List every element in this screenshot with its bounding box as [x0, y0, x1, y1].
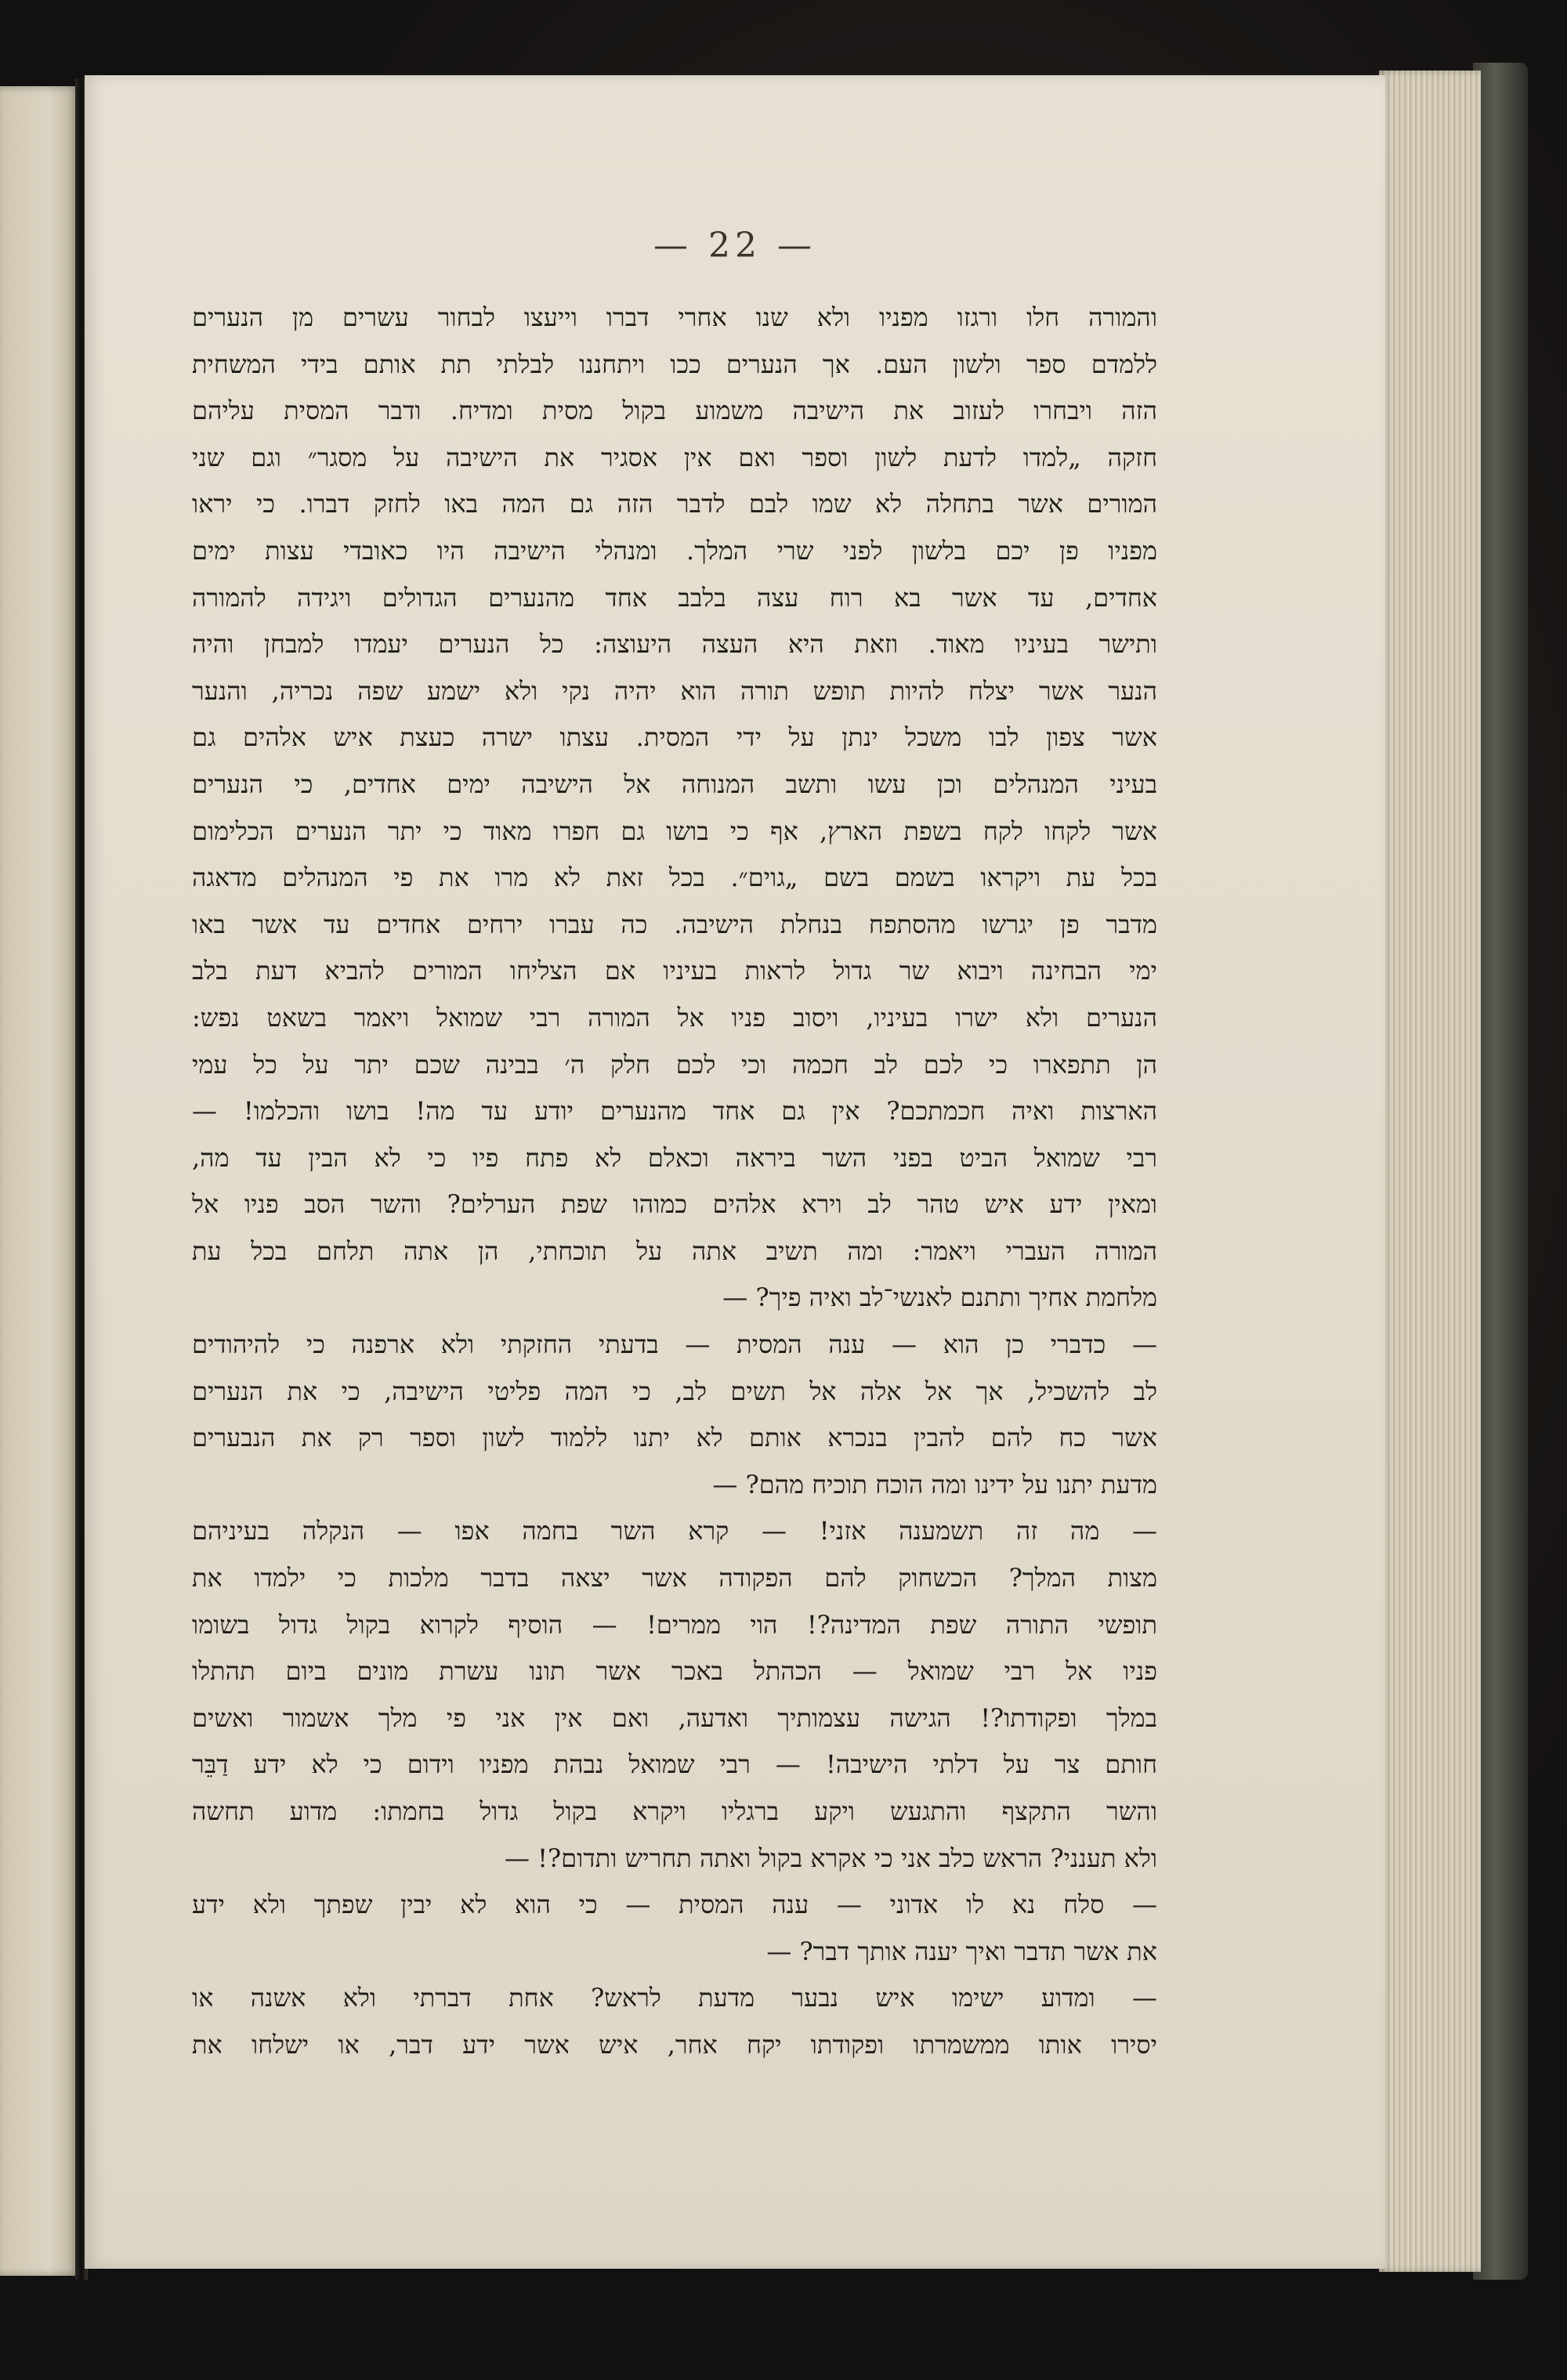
page-number: — 22 —: [653, 226, 816, 266]
text-line: תופשי התורה שפת המדינה?! הוי ממרים! — הוסיף לקרוא בקול גדול בשומו: [192, 1609, 1157, 1640]
text-line: הן תתפארו כי לכם לב חכמה וכי לכם חלק ה׳ בבינה שכם יתר על כל עמי: [192, 1049, 1157, 1080]
text-line: במלך ופקודתו?! הגישה עצמותיך ואדעה, ואם אין אני פי מלך אשמור ואשים: [192, 1702, 1157, 1733]
text-line: מדבר פן יגרשו מהסתפח בנחלת הישיבה. כה עברו ירחים אחדים עד אשר באו: [192, 909, 1157, 939]
text-line: ותישר בעיניו מאוד. וזאת היא העצה היעוצה: כל הנערים יעמדו למבחן והיה: [192, 629, 1157, 660]
text-line: את אשר תדבר ואיך יענה אותך דבר? —: [766, 1936, 1157, 1966]
text-line: חותם צר על דלתי הישיבה! — רבי שמואל נבהת מפניו וידום כי לא ידע דַבֵּר: [192, 1749, 1157, 1780]
text-line: מדעת יתנו על ידינו ומה הוכח תוכיח מהם? —: [712, 1469, 1157, 1499]
left-page-edge: [0, 86, 80, 2276]
text-line: הנער אשר יצלח להיות תופש תורה הוא יהיה נקי ולא ישמע שפה נכריה, והנער: [192, 675, 1157, 706]
text-line: והמורה חלו ורגזו מפניו ולא שנו אחרי דברו וייעצו לבחור עשרים מן הנערים: [192, 302, 1157, 332]
text-line: והשר התקצף והתגעש ויקע ברגליו ויקרא בקול גדול בחמתו: מדוע תחשה: [192, 1796, 1158, 1826]
text-line: ולא תענני? הראש כלב אני כי אקרא בקול ואתה תחריש ותדום?! —: [504, 1843, 1157, 1873]
text-line: בכל עת ויקראו בשמם בשם „גוים״. בכל זאת לא מרו את פי המנהלים מדאגה: [192, 863, 1157, 893]
text-line: בעיני המנהלים וכן עשו ותשב המנוחה אל הישיבה ימים אחדים, כי הנערים: [192, 769, 1157, 799]
text-line: המורה העברי ויאמר: ומה תשיב אתה על תוכחתי, הן אתה תלחם בכל עת: [192, 1235, 1157, 1266]
book-board-edge: [1473, 63, 1528, 2280]
text-line: המורים אשר בתחלה לא שמו לבם לדבר הזה גם המה באו לחזק דברו. כי יראו: [192, 489, 1157, 519]
text-line: פניו אל רבי שמואל — הכהתל באכר אשר תונו עשרת מונים ביום תהתלו: [192, 1656, 1157, 1687]
text-line: — מה זה תשמענה אזני! — קרא השר בחמה אפו — הנקלה בעיניהם: [192, 1516, 1157, 1546]
text-line: — ומדוע ישימו איש נבער מדעת לראש? אחת דברתי ולא אשנה או: [192, 1983, 1157, 2013]
text-line: חזקה „למדו לדעת לשון וספר ואם אין אסגיר את הישיבה על מסגר״ וגם שני: [192, 442, 1157, 472]
text-block: [192, 295, 1157, 2069]
text-line: אחדים, עד אשר בא רוח עצה בלבב אחד מהנערים הגדולים ויגידה להמורה: [192, 582, 1157, 613]
text-line: ללמדם ספר ולשון העם. אך הנערים ככו ויתחננו לבלתי תת אותם בידי המשחית: [192, 349, 1157, 379]
text-line: — כדברי כן הוא — ענה המסית — בדעתי החזקתי ולא ארפנה כי להיהודים: [192, 1329, 1157, 1360]
text-line: אשר צפון לבו משכל ינתן על ידי המסית. עצתו ישרה כעצת איש אלהים גם: [192, 722, 1157, 753]
text-line: הארצות ואיה חכמתכם? אין גם אחד מהנערים יודע עד מה! בושו והכלמו! —: [192, 1096, 1157, 1127]
text-line: מפניו פן יכם בלשון לפני שרי המלך. ומנהלי הישיבה היו כאובדי עצות ימים: [192, 535, 1157, 566]
page-stack-edge: [1379, 71, 1481, 2272]
text-line: אשר לקחו לקח בשפת הארץ, אף כי בושו גם חפרו מאוד כי יתר הנערים הכלימום: [192, 816, 1157, 846]
text-line: הזה ויבחרו לעזוב את הישיבה משמוע בקול מסית ומדיח. ודבר המסית עליהם: [192, 396, 1157, 426]
text-line: אשר כח להם להבין בנכרא אותם לא יתנו ללמוד לשון וספר רק את הנבערים: [192, 1423, 1157, 1453]
text-line: רבי שמואל הביט בפני השר ביראה וכאלם לא פתח פיו כי לא הבין עד מה,: [192, 1142, 1157, 1173]
text-line: מצות המלך? הכשחוק להם הפקודה אשר יצאה בדבר מלכות כי ילמדו את: [192, 1563, 1157, 1593]
text-line: יסירו אותו ממשמרתו ופקודתו יקח אחר, איש אשר ידע דבר, או ישלחו את: [192, 2029, 1157, 2060]
text-line: — סלח נא לו אדוני — ענה המסית — כי הוא לא יבין שפתך ולא ידע: [192, 1890, 1157, 1920]
text-line: הנערים ולא ישרו בעיניו, ויסוב פניו אל המורה רבי שמואל ויאמר בשאט נפש:: [192, 1002, 1157, 1033]
text-line: ימי הבחינה ויבוא שר גדול לראות בעיניו אם הצליחו המורים להביא דעת בלב: [192, 956, 1157, 986]
text-line: לב להשכיל, אך אל אלה אל תשים לב, כי המה פליטי הישיבה, כי את הנערים: [192, 1376, 1158, 1406]
text-line: ומאין ידע איש טהר לב וירא אלהים כמוהו שפת הערלים? והשר הסב פניו אל: [192, 1189, 1157, 1220]
text-line: מלחמת אחיך ותתנם לאנשי־לב ואיה פיך? —: [722, 1282, 1157, 1313]
